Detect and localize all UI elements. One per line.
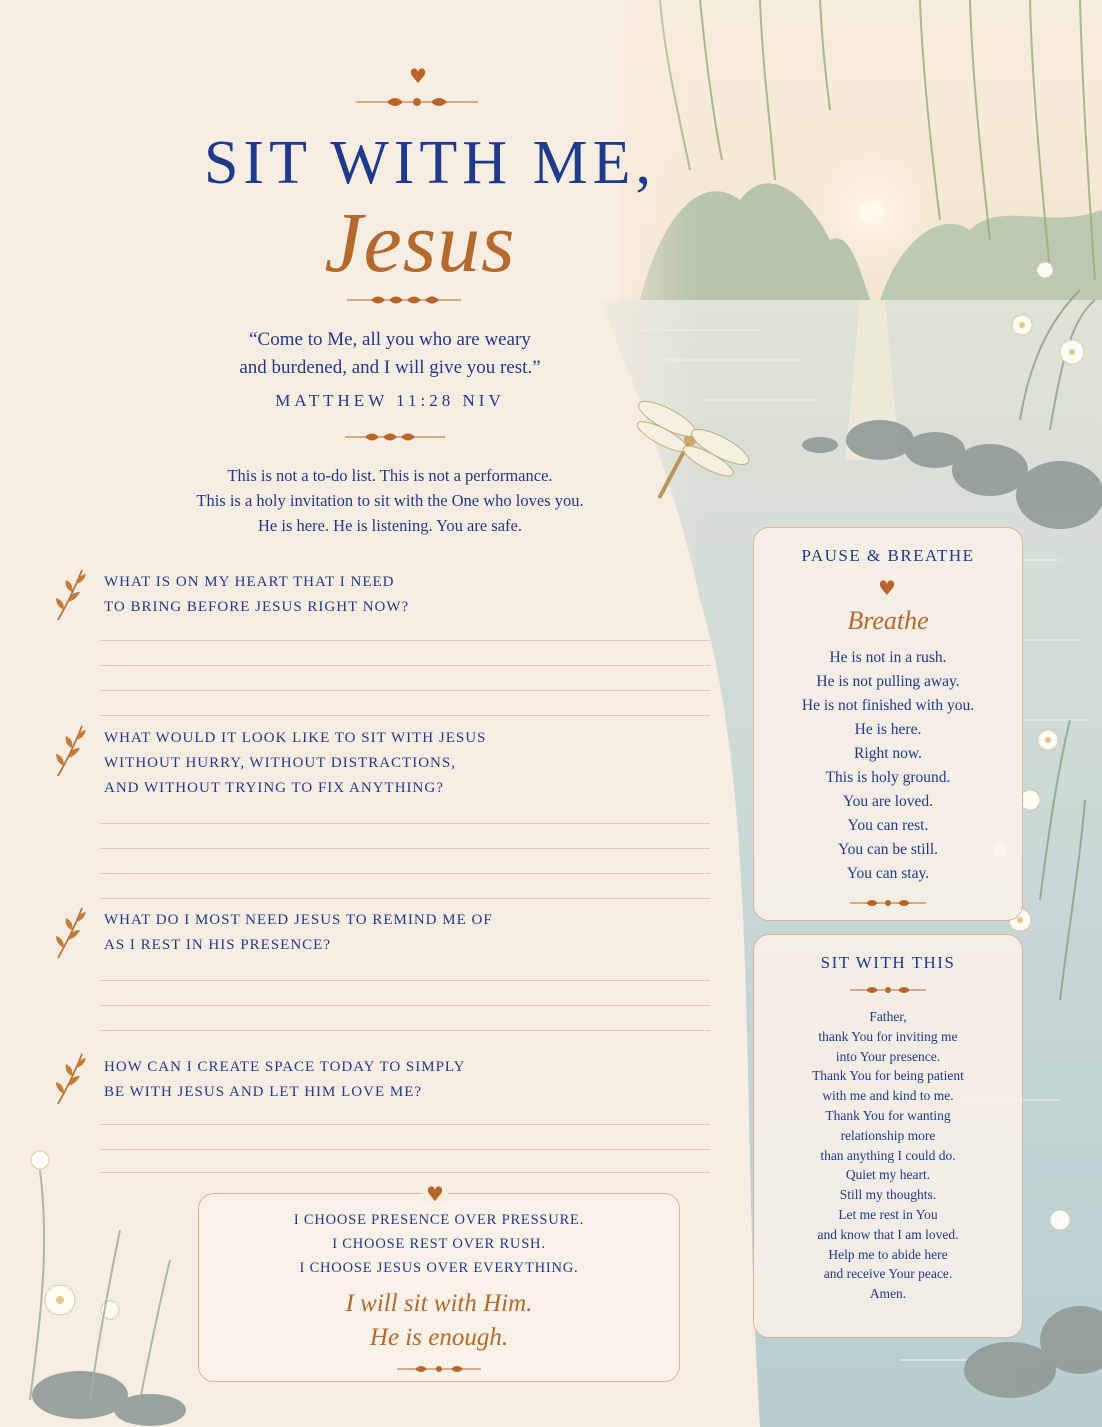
- writing-line[interactable]: [100, 898, 710, 899]
- prayer-lines: [754, 1007, 1022, 1304]
- prayer-line: Father,: [869, 1009, 907, 1024]
- prayer-line: Thank You for wanting: [825, 1107, 951, 1123]
- floral-divider-icon: [343, 428, 447, 446]
- affirmation-line: I CHOOSE JESUS OVER EVERYTHING.: [299, 1260, 579, 1276]
- intro-line: He is here. He is listening. You are safe.: [258, 516, 522, 535]
- scripture-quote: [160, 326, 620, 382]
- heart-icon: ♥: [409, 64, 427, 88]
- poem-line: He is not in a rush.: [829, 649, 947, 666]
- leaf-sprig-icon: [52, 904, 86, 962]
- writing-line[interactable]: [100, 1149, 710, 1150]
- affirmation-script-line: I will sit with Him.: [345, 1290, 533, 1317]
- poem-line: He is here.: [854, 721, 922, 738]
- pause-breathe-lines: [754, 646, 1022, 886]
- prayer-line: into Your presence.: [835, 1048, 941, 1064]
- scripture-line: and burdened, and I will give you rest.”: [239, 357, 541, 378]
- question-line: HOW CAN I CREATE SPACE TODAY TO SIMPLY: [104, 1059, 466, 1075]
- page-script-title: Jesus: [324, 194, 516, 290]
- journal-question-2: [104, 726, 664, 801]
- affirmation-script-line: He is enough.: [369, 1324, 509, 1351]
- breathe-script: Breathe: [847, 606, 929, 635]
- writing-line[interactable]: [100, 640, 710, 641]
- scripture-line: “Come to Me, all you who are weary: [249, 329, 531, 350]
- writing-line[interactable]: [100, 1124, 710, 1125]
- leaf-sprig-icon: [52, 722, 86, 780]
- floral-divider-icon: [848, 983, 928, 997]
- prayer-line: Thank You for being patient: [812, 1068, 964, 1084]
- leaf-sprig-icon: [52, 1050, 86, 1108]
- question-line: AS I REST IN HIS PRESENCE?: [104, 937, 331, 953]
- poem-line: He is not pulling away.: [816, 673, 960, 690]
- prayer-line: than anything I could do.: [820, 1147, 956, 1163]
- prayer-line: Help me to abide here: [828, 1246, 948, 1262]
- question-line: WITHOUT HURRY, WITHOUT DISTRACTIONS,: [104, 755, 456, 771]
- poem-line: You can rest.: [847, 817, 929, 834]
- heart-icon: ♥: [422, 1184, 448, 1204]
- affirmation-line: I CHOOSE REST OVER RUSH.: [332, 1236, 546, 1252]
- sit-with-this-box: [753, 934, 1023, 1338]
- poem-line: Right now.: [854, 745, 922, 762]
- prayer-line: relationship more: [840, 1127, 936, 1143]
- writing-line[interactable]: [100, 1172, 710, 1173]
- journal-question-3: [104, 908, 664, 958]
- pause-breathe-heading: PAUSE & BREATHE: [801, 546, 975, 565]
- prayer-line: Let me rest in You: [838, 1206, 938, 1222]
- writing-line[interactable]: [100, 823, 710, 824]
- question-line: AND WITHOUT TRYING TO FIX ANYTHING?: [104, 780, 444, 796]
- poem-line: He is not finished with you.: [801, 697, 975, 714]
- prayer-line: Quiet my heart.: [845, 1167, 931, 1183]
- prayer-line: with me and kind to me.: [822, 1088, 954, 1104]
- poem-line: You can stay.: [846, 865, 930, 882]
- floral-divider-icon: [345, 291, 463, 309]
- writing-line[interactable]: [100, 665, 710, 666]
- prayer-line: and receive Your peace.: [823, 1266, 953, 1282]
- writing-line[interactable]: [100, 848, 710, 849]
- heart-icon: ♥: [878, 576, 896, 600]
- floral-divider-icon: [848, 896, 928, 910]
- prayer-line: Amen.: [869, 1286, 907, 1302]
- writing-line[interactable]: [100, 715, 710, 716]
- poem-line: You are loved.: [842, 793, 934, 810]
- question-line: WHAT WOULD IT LOOK LIKE TO SIT WITH JESUS: [104, 730, 487, 746]
- prayer-line: and know that I am loved.: [817, 1226, 959, 1242]
- writing-line[interactable]: [100, 690, 710, 691]
- page-title: SIT WITH ME,: [203, 129, 657, 197]
- writing-line[interactable]: [100, 1005, 710, 1006]
- sit-with-this-heading: SIT WITH THIS: [820, 953, 956, 972]
- writing-line[interactable]: [100, 980, 710, 981]
- intro-line: This is a holy invitation to sit with the One who loves you.: [196, 491, 584, 510]
- prayer-line: Still my thoughts.: [839, 1187, 937, 1203]
- affirmation-line: I CHOOSE PRESENCE OVER PRESSURE.: [293, 1212, 585, 1228]
- writing-line[interactable]: [100, 873, 710, 874]
- intro-line: This is not a to-do list. This is not a performance.: [227, 466, 553, 485]
- journal-question-4: [104, 1055, 664, 1105]
- prayer-line: thank You for inviting me: [818, 1028, 958, 1044]
- question-line: TO BRING BEFORE JESUS RIGHT NOW?: [104, 599, 410, 615]
- question-line: WHAT DO I MOST NEED JESUS TO REMIND ME OF: [104, 912, 493, 928]
- writing-line[interactable]: [100, 1030, 710, 1031]
- scripture-reference: MATTHEW 11:28 NIV: [275, 391, 505, 410]
- poem-line: You can be still.: [837, 841, 939, 858]
- floral-divider-icon: [395, 1362, 483, 1376]
- question-line: WHAT IS ON MY HEART THAT I NEED: [104, 574, 395, 590]
- pause-breathe-box: [753, 527, 1023, 921]
- question-line: BE WITH JESUS AND LET HIM LOVE ME?: [104, 1084, 423, 1100]
- poem-line: This is holy ground.: [825, 769, 951, 786]
- affirmation-box: [198, 1182, 680, 1382]
- leaf-sprig-icon: [52, 566, 86, 624]
- floral-divider-icon: [352, 92, 482, 112]
- intro-text: [100, 463, 680, 538]
- journal-question-1: [104, 570, 664, 620]
